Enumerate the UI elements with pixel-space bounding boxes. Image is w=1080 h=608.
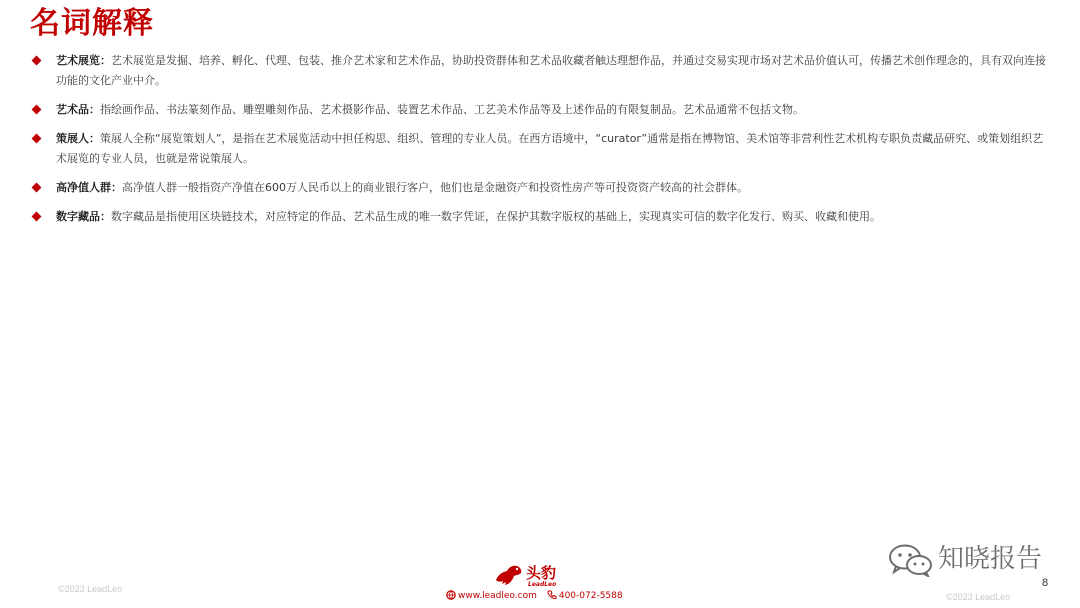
term-name: 艺术品： [56, 103, 100, 116]
website-link[interactable]: www.leadleo.com [458, 591, 537, 601]
phone-number: 400-072-5588 [558, 591, 623, 601]
term-item [32, 51, 1052, 91]
term-list [32, 51, 1052, 236]
term-name: 艺术展览： [56, 54, 111, 67]
contact-row [446, 590, 623, 602]
term-definition: 高净值人群一般指资产净值在600万人民币以上的商业银行客户，他们也是金融资产和投资性房产等可投资资产较高的社会群体。 [122, 181, 748, 194]
logo-cn-text: 头豹 [526, 564, 557, 582]
wechat-icon [888, 543, 934, 577]
term-name: 数字藏品： [56, 210, 111, 223]
diamond-bullet-icon [32, 56, 42, 66]
footer-copyright-left: ©2023 LeadLeo [58, 584, 123, 594]
term-item [32, 100, 1052, 120]
term-definition: 策展人全称“展览策划人”，是指在艺术展览活动中担任构思、组织、管理的专业人员。在西方语境中，“curator”通常是指在博物馆、美术馆等非营利性艺术机构专职负责藏品研究、或策划组织艺术展览的专业人员，也就是常说策展人。 [56, 132, 1044, 165]
term-definition: 艺术展览是发掘、培养、孵化、代理、包装、推介艺术家和艺术作品，协助投资群体和艺术品收藏者触达理想作品，并通过交易实现市场对艺术品价值认可，传播艺术创作理念的，具有双向连接功能的文化产业中介。 [56, 54, 1046, 87]
diamond-bullet-icon [32, 212, 42, 222]
phone-icon [547, 590, 557, 600]
web-globe-icon [446, 590, 456, 600]
footer-copyright-right: ©2023 LeadLeo [946, 592, 1011, 602]
term-item [32, 129, 1052, 169]
diamond-bullet-icon [32, 134, 42, 144]
term-item [32, 178, 1052, 198]
term-name: 高净值人群： [56, 181, 122, 194]
diamond-bullet-icon [32, 183, 42, 193]
page-number: 8 [1042, 577, 1049, 589]
term-definition: 数字藏品是指使用区块链技术，对应特定的作品、艺术品生成的唯一数字凭证，在保护其数字版权的基础上，实现真实可信的数字化发行、购买、收藏和使用。 [111, 210, 881, 223]
leadleo-logo [446, 563, 636, 605]
page-title: 名词解释 [30, 6, 154, 41]
term-item [32, 207, 1052, 227]
diamond-bullet-icon [32, 105, 42, 115]
term-definition: 指绘画作品、书法篆刻作品、雕塑雕刻作品、艺术摄影作品、装置艺术作品、工艺美术作品等及上述作品的有限复制品。艺术品通常不包括文物。 [100, 103, 804, 116]
watermark-text: 知晓报告 [938, 544, 1043, 574]
term-name: 策展人： [56, 132, 100, 145]
leopard-logo-icon [494, 563, 524, 587]
logo-en-text: LeadLeo [528, 581, 557, 588]
